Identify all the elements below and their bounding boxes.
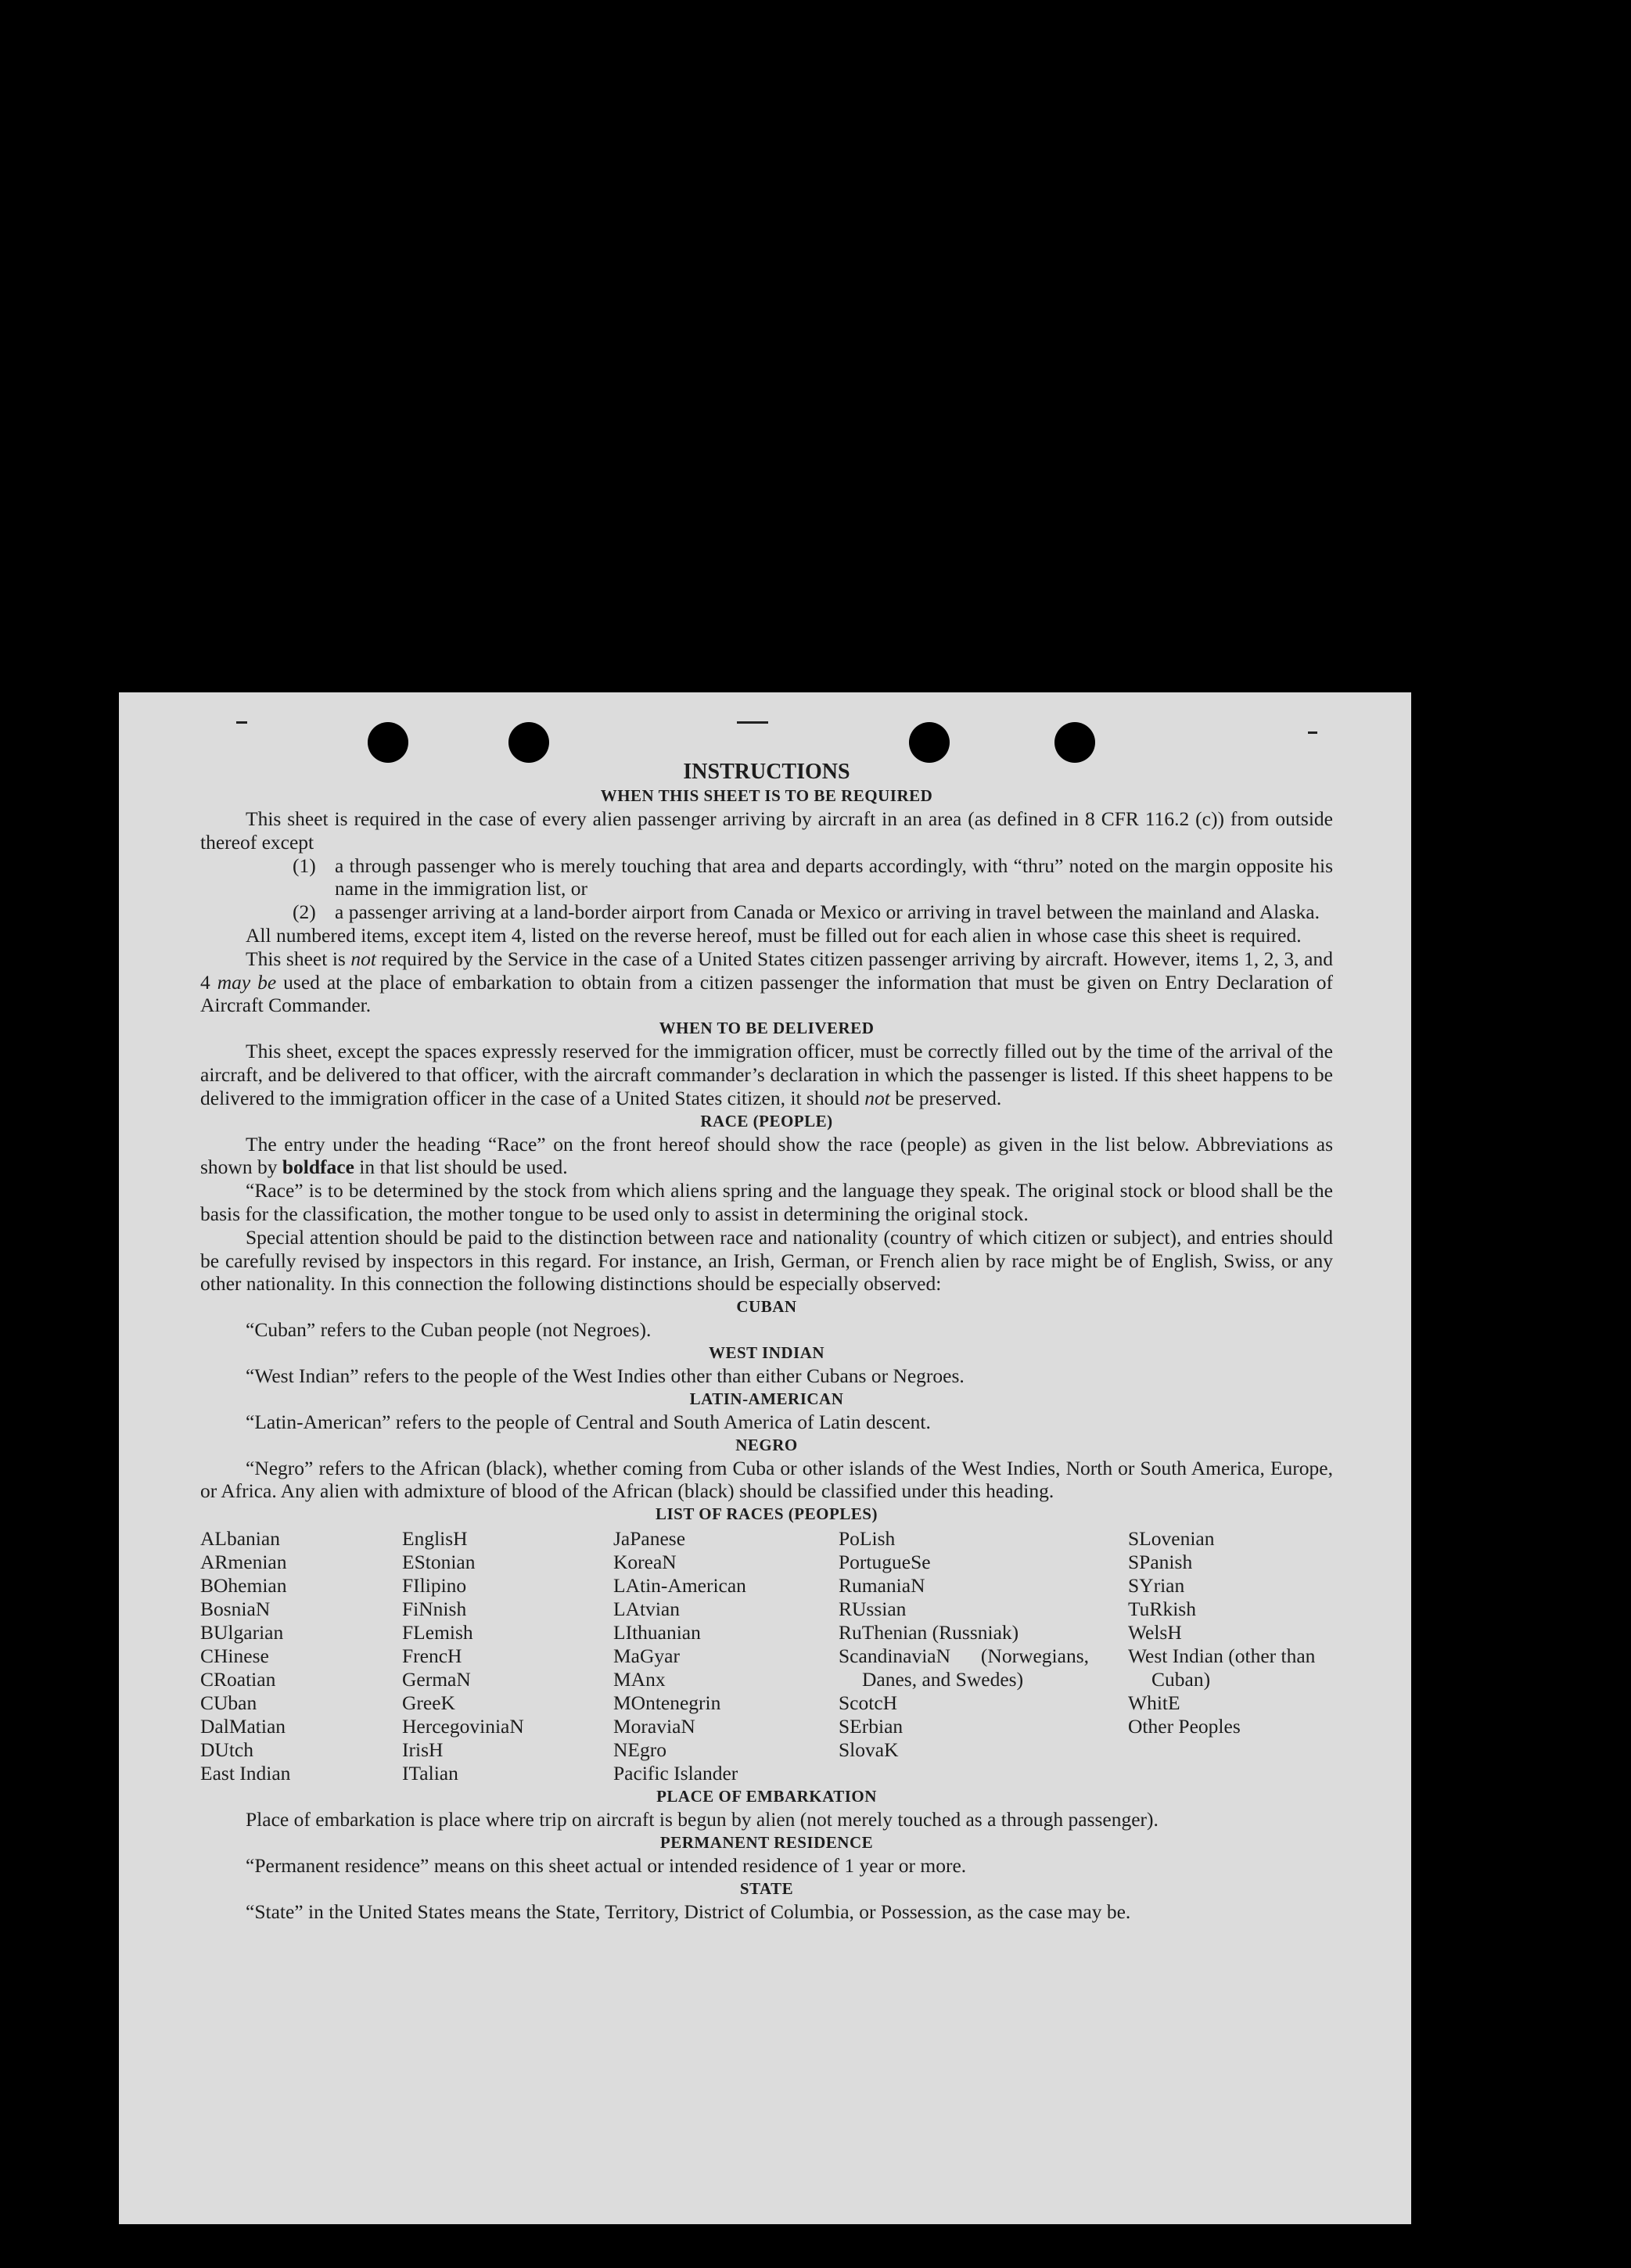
race-entry: DalMatian	[200, 1715, 286, 1738]
paragraph: “Race” is to be determined by the stock from which aliens spring and the language they speak. The original stock or blood shall be the basis for the classification, the mother tongue to be used only to assist in determining the original stock.	[200, 1179, 1333, 1225]
scan-speck	[737, 721, 768, 724]
race-entry: SYrian	[1128, 1574, 1185, 1598]
race-entry: LAtvian	[613, 1598, 680, 1621]
race-entry: CHinese	[200, 1644, 269, 1668]
race-entry: West Indian (other than Cuban)	[1128, 1644, 1316, 1691]
scan-speck	[236, 721, 247, 724]
page-title: INSTRUCTIONS	[683, 760, 850, 784]
race-entry: DUtch	[200, 1738, 253, 1762]
race-entry: MoraviaN	[613, 1715, 695, 1738]
race-entry: East Indian	[200, 1762, 291, 1785]
race-entry: ITalian	[402, 1762, 458, 1785]
race-entry: FIlipino	[402, 1574, 467, 1598]
paragraph: This sheet is required in the case of every alien passenger arriving by aircraft in an area (as defined in 8 CFR 116.2 (c)) from outside thereof except	[200, 807, 1333, 854]
race-entry: SErbian	[839, 1715, 904, 1738]
instructions-text	[200, 760, 1333, 1924]
section-heading: CUBAN	[736, 1297, 797, 1317]
list-item	[293, 900, 1333, 924]
section-heading: LATIN-AMERICAN	[689, 1389, 844, 1408]
race-entry: LIthuanian	[613, 1621, 701, 1644]
section-heading: WEST INDIAN	[708, 1342, 825, 1362]
section-heading: NEGRO	[735, 1435, 798, 1454]
race-entry: JaPanese	[613, 1527, 686, 1551]
section-heading: RACE (PEOPLE)	[700, 1111, 833, 1130]
section-heading: WHEN THIS SHEET IS TO BE REQUIRED	[600, 786, 933, 805]
race-column	[1128, 1527, 1333, 1785]
race-entry: BosniaN	[200, 1598, 271, 1621]
paragraph: “Permanent residence” means on this sheet actual or intended residence of 1 year or more.	[246, 1853, 967, 1877]
item-text: a through passenger who is merely touching that area and departs accordingly, with “thru” noted on the margin opposite his name in the immigration list, or	[335, 854, 1333, 900]
paragraph: “Cuban” refers to the Cuban people (not Negroes).	[246, 1318, 652, 1342]
race-entry: MaGyar	[613, 1644, 680, 1668]
punch-hole	[909, 722, 950, 763]
race-entry: FLemish	[402, 1621, 473, 1644]
race-entry: BUlgarian	[200, 1621, 284, 1644]
race-entry: RuThenian (Russniak)	[839, 1621, 1019, 1644]
race-entry: GermaN	[402, 1668, 471, 1691]
race-entry: ARmenian	[200, 1551, 287, 1574]
section-heading: PERMANENT RESIDENCE	[659, 1832, 874, 1852]
race-entry: WelsH	[1128, 1621, 1182, 1644]
section-heading: STATE	[739, 1878, 794, 1898]
race-entry: LAtin-American	[613, 1574, 746, 1598]
race-entry: HercegoviniaN	[402, 1715, 524, 1738]
race-column	[402, 1527, 613, 1785]
race-entry: ScandinaviaN (Norwegians, Danes, and Swedes)	[839, 1644, 1089, 1691]
race-column	[200, 1527, 402, 1785]
item-number: (2)	[293, 900, 316, 924]
paragraph: The entry under the heading “Race” on the front hereof should show the race (people) as given in the list below. Abbreviations as shown by boldface in that list should be used.	[200, 1132, 1333, 1179]
section-heading: WHEN TO BE DELIVERED	[659, 1019, 875, 1038]
race-entry: ALbanian	[200, 1527, 280, 1551]
paragraph: “Latin-American” refers to the people of Central and South America of Latin descent.	[246, 1410, 931, 1433]
list-item	[293, 854, 1333, 901]
race-entry: SPanish	[1128, 1551, 1193, 1574]
race-entry: NEgro	[613, 1738, 666, 1762]
race-entry: SlovaK	[839, 1738, 899, 1762]
item-number: (1)	[293, 854, 316, 877]
paragraph: This sheet is not required by the Service in the case of a United States citizen passenger arriving by aircraft. However, items 1, 2, 3, and 4 may be used at the place of embarkation to obtain from a citizen passenger the information that must be given on Entry Declaration of Aircraft Commander.	[200, 947, 1334, 1017]
instruction-sheet	[119, 692, 1411, 2224]
race-entry: EStonian	[402, 1551, 476, 1574]
race-entry: CRoatian	[200, 1668, 276, 1691]
race-entry: GreeK	[402, 1691, 455, 1715]
race-entry: KoreaN	[613, 1551, 677, 1574]
race-entry: FiNnish	[402, 1598, 467, 1621]
paragraph: This sheet, except the spaces expressly reserved for the immigration officer, must be correctly filled out by the time of the arrival of the aircraft, and be delivered to that officer, with the aircraft commander’s declaration in which the passenger is listed. If this sheet happens to be delivered to the immigration officer in the case of a United States citizen, it should not be preserved.	[200, 1040, 1333, 1109]
race-entry: TuRkish	[1128, 1598, 1196, 1621]
race-entry: IrisH	[402, 1738, 444, 1762]
paragraph: Special attention should be paid to the distinction between race and nationality (country of which citizen or subject), and entries should be carefully revised by inspectors in this regard. For instance, an Irish, German, or French alien by race might be of English, Swiss, or any other nationality. In this connection the following distinctions should be especially observed:	[200, 1225, 1333, 1296]
race-entry: BOhemian	[200, 1574, 287, 1598]
item-text: a passenger arriving at a land-border airport from Canada or Mexico or arriving in travel between the mainland and Alaska.	[335, 900, 1320, 924]
paragraph: Place of embarkation is place where trip on aircraft is begun by alien (not merely touched as a through passenger).	[246, 1808, 1159, 1831]
paragraph: “State” in the United States means the State, Territory, District of Columbia, or Possession, as the case may be.	[246, 1900, 1131, 1923]
race-entry: Pacific Islander	[613, 1762, 738, 1785]
race-entry: PoLish	[839, 1527, 896, 1551]
section-heading: LIST OF RACES (PEOPLES)	[656, 1504, 878, 1524]
punch-hole	[368, 722, 408, 763]
race-entry: PortugueSe	[839, 1551, 931, 1574]
race-entry: ScotcH	[839, 1691, 898, 1715]
race-entry: RUssian	[839, 1598, 907, 1621]
race-entry: MAnx	[613, 1668, 666, 1691]
paragraph: “West Indian” refers to the people of the West Indies other than either Cubans or Negroes.	[246, 1364, 965, 1387]
punch-hole	[1054, 722, 1095, 763]
race-column	[613, 1527, 839, 1785]
section-heading: PLACE OF EMBARKATION	[656, 1787, 877, 1806]
race-entry: Other Peoples	[1128, 1715, 1241, 1738]
scan-speck	[1308, 731, 1317, 734]
race-list	[200, 1527, 1333, 1785]
race-entry: FrencH	[402, 1644, 462, 1668]
race-entry: WhitE	[1128, 1691, 1180, 1715]
paragraph: “Negro” refers to the African (black), whether coming from Cuba or other islands of the West Indies, North or South America, Europe, or Africa. Any alien with admixture of blood of the African (black) should be classified under this heading.	[200, 1456, 1333, 1503]
race-entry: SLovenian	[1128, 1527, 1215, 1551]
race-entry: MOntenegrin	[613, 1691, 721, 1715]
race-entry: RumaniaN	[839, 1574, 925, 1598]
race-entry: EnglisH	[402, 1527, 468, 1551]
race-entry: CUban	[200, 1691, 257, 1715]
paragraph: All numbered items, except item 4, listed on the reverse hereof, must be filled out for each alien in whose case this sheet is required.	[246, 923, 1302, 947]
punch-hole	[508, 722, 549, 763]
race-column	[839, 1527, 1128, 1785]
